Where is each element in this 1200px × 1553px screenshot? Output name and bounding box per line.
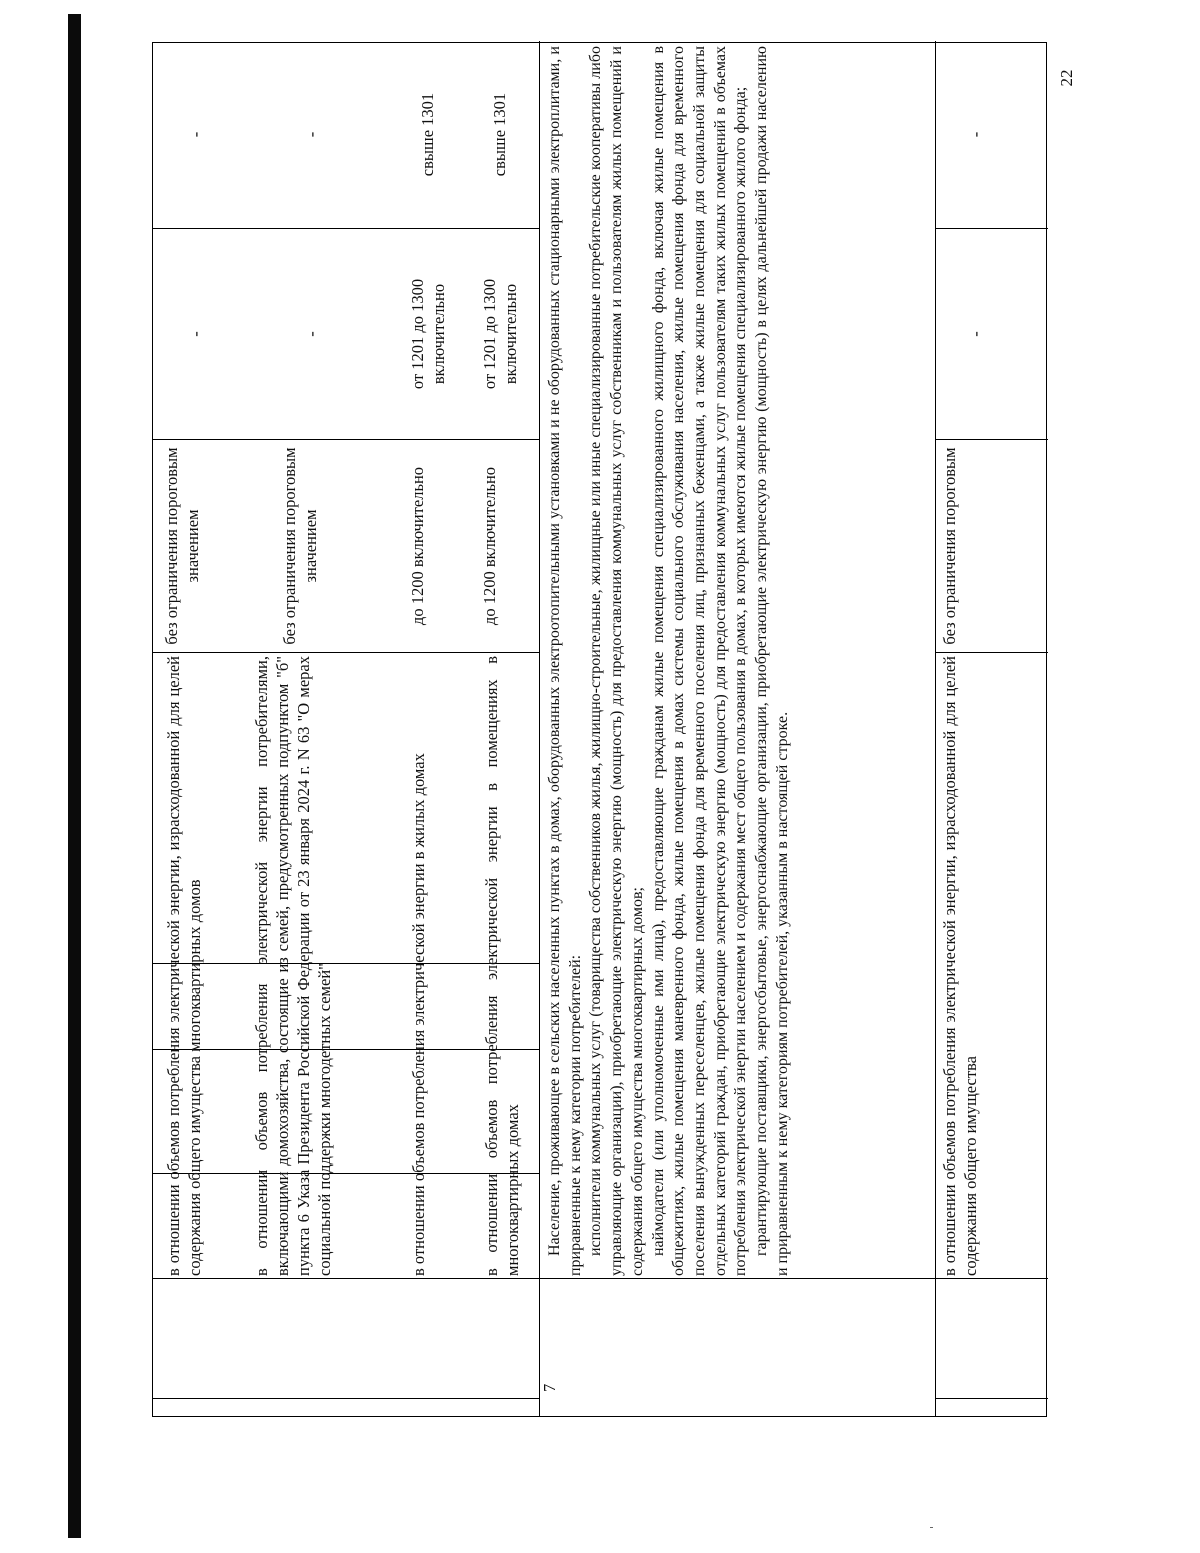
row4-range2: от 1201 до 1300 включительно — [480, 278, 520, 390]
row4-range1: до 1200 включительно — [480, 466, 499, 626]
table-divider-number-col — [153, 1278, 1048, 1279]
table-divider-col-range3 — [153, 228, 539, 229]
row2-range2: - — [302, 331, 321, 337]
row1-range2: - — [186, 331, 205, 337]
row2-range1: без ограничения пороговым значением — [280, 447, 320, 645]
row4-description: в отношении объемов потребления электрической энергии в помещениях в многоквартирных домах — [482, 656, 522, 1276]
row2-range3: - — [302, 131, 321, 138]
group7-text — [545, 46, 929, 1276]
row1-range3: - — [186, 131, 205, 138]
group7-paragraph-3: наймодатели (или уполномоченные ими лица), предоставляющие гражданам жилые помещения специализированного жилищного фонда, включая жилые помещения в общежитиях, жилые помещения маневренного фонда, жилые помещения в домах системы социального обслуживания населения, жилые помещения фонда для временного поселения вынужденных переселенцев, жилые помещения фонда для временного поселения лиц, признанных беженцами, а также жилые помещения для социальной защиты отдельных категорий граждан, приобретающие электрическую энергию (мощность) для предоставления коммунальных услуг пользователям таких жилых помещений в объемах потребления электрической энергии населением и содержания мест общего пользования в домах, в которых имеются жилые помещения специализированного жилого фонда; — [649, 46, 750, 1276]
page-number: 22 — [1057, 69, 1076, 87]
row3-range1: до 1200 включительно — [408, 466, 427, 626]
group7-paragraph-4: гарантирующие поставщики, энергосбытовые, энергоснабжающие организации, приобретающие электрическую энергию (мощность) в целях дальнейшей продажи населению и приравненным к нему категориям потребителей, указанным в настоящей строке. — [753, 46, 791, 1276]
row1-description: в отношении объемов потребления электрической энергии, израсходованной для целей содержания общего имущества многоквартирных домов — [164, 656, 204, 1276]
table-divider-col-range3-bottom — [935, 228, 1048, 229]
row5-range3: - — [966, 131, 985, 138]
table-divider-col-range2 — [153, 439, 539, 440]
table-divider-col-range1 — [153, 652, 539, 653]
table-divider-first-col-top — [153, 1398, 539, 1399]
rotated-tariff-table-page — [152, 42, 1047, 1417]
row3-description: в отношении объемов потребления электрической энергии в жилых домах — [409, 753, 428, 1276]
row3-range2: от 1201 до 1300 включительно — [408, 278, 448, 390]
row1-range1: без ограничения пороговым значением — [162, 447, 202, 645]
row5-description: в отношении объемов потребления электрической энергии, израсходованной для целей содержания общего имущества — [940, 656, 980, 1276]
row2-description: в отношении объемов потребления электрической энергии потребителями, включающими домохозяйства, состоящие из семей, предусмотренных подпунктом "б" пункта 6 Указа Президента Российской Федерации от 23 января 2024 г. N 63 "О мерах социальной поддержки многодетных семей" — [252, 656, 334, 1276]
table-divider-first-col-bottom — [935, 1398, 1048, 1399]
scan-edge-shadow — [68, 14, 81, 1538]
table-divider-col-range2-bottom — [935, 439, 1048, 440]
scan-speck — [930, 1527, 933, 1528]
group7-paragraph-2: исполнители коммунальных услуг (товарищества собственников жилья, жилищно-строительные, жилищные или иные специализированные потребительские кооперативы либо управляющие организации), приобретающие электрическую энергию (мощность) для предоставления коммунальных услуг собственникам и пользователям жилых помещений и содержания общего имущества многоквартирных домов; — [587, 46, 646, 1276]
row-number: 7 — [540, 1383, 559, 1392]
table-divider-row-group — [539, 41, 540, 1416]
row3-range3: свыше 1301 — [418, 92, 437, 177]
group7-paragraph-1: Население, проживающее в сельских населенных пунктах в домах, оборудованных электроотопительными установками и не оборудованных стационарными электроплитами, и приравненные к нему категории потребителей: — [546, 46, 584, 1276]
table-divider-row-last — [935, 41, 936, 1416]
table-divider-col-range1-bottom — [935, 652, 1048, 653]
tariff-table — [152, 42, 1047, 1417]
row5-range1: без ограничения пороговым — [940, 447, 959, 645]
row4-range3: свыше 1301 — [490, 92, 509, 177]
row5-range2: - — [966, 331, 985, 337]
